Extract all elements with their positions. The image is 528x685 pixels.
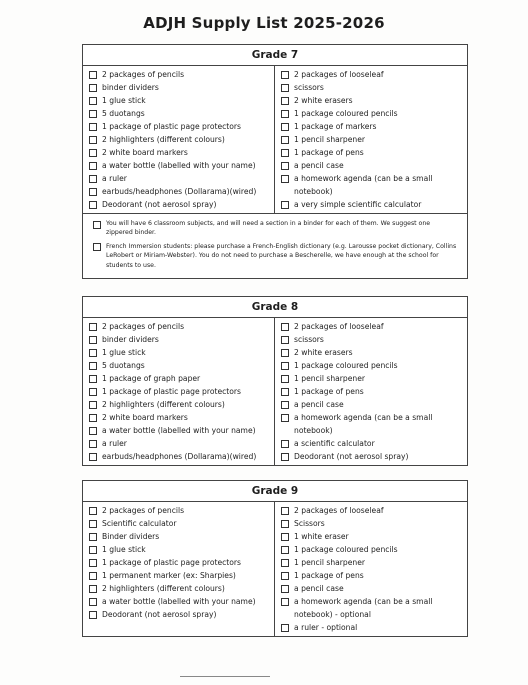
supply-item — [281, 372, 463, 385]
supply-item — [89, 543, 270, 556]
supply-item-label: a very simple scientific calculator — [294, 200, 422, 209]
checkbox-icon[interactable] — [89, 401, 97, 409]
checkbox-icon[interactable] — [281, 440, 289, 448]
supply-item-label: 1 pencil sharpener — [294, 558, 366, 567]
grade-7-section — [82, 44, 468, 279]
supply-item — [281, 94, 463, 107]
supply-item-label: 1 package of graph paper — [102, 374, 201, 383]
checkbox-icon[interactable] — [93, 243, 101, 251]
checkbox-icon[interactable] — [281, 362, 289, 370]
supply-item-label: a water bottle (labelled with your name) — [102, 426, 256, 435]
checkbox-icon[interactable] — [281, 336, 289, 344]
checkbox-icon[interactable] — [89, 520, 97, 528]
supply-item — [281, 159, 463, 172]
supply-item — [89, 68, 270, 81]
supply-item-label: a pencil case — [294, 584, 344, 593]
checkbox-icon[interactable] — [89, 453, 97, 461]
supply-item-label: 1 glue stick — [102, 545, 146, 554]
supply-item-label: 1 package coloured pencils — [294, 545, 398, 554]
supply-item — [281, 530, 463, 543]
supply-item-label: 2 packages of looseleaf — [294, 322, 384, 331]
supply-item-label: 1 package of plastic page protectors — [102, 387, 241, 396]
checkbox-icon[interactable] — [281, 388, 289, 396]
checkbox-icon[interactable] — [281, 375, 289, 383]
supply-item-label: 1 white eraser — [294, 532, 349, 541]
supply-item-label: 2 white erasers — [294, 348, 353, 357]
note-text: French Immersion students: please purchase a French-English dictionary (e.g. Larousse pocket dictionary, Collins LeRobert or Miriam-Webster). You do not need to purchase a Bescherelle, we have enough at the school for students to use. — [106, 242, 457, 269]
supply-item-label: a pencil case — [294, 400, 344, 409]
supply-item — [281, 621, 463, 634]
supply-item — [89, 320, 270, 333]
grade-9-section — [82, 480, 468, 637]
supply-item-label: a water bottle (labelled with your name) — [102, 597, 256, 606]
supply-item-label: 2 packages of pencils — [102, 70, 185, 79]
supply-item — [89, 81, 270, 94]
grade-8-left-list — [83, 318, 275, 465]
supply-item — [89, 107, 270, 120]
supply-item-label: earbuds/headphones (Dollarama)(wired) — [102, 187, 257, 196]
checkbox-icon[interactable] — [281, 414, 289, 422]
supply-item-label: 5 duotangs — [102, 361, 145, 370]
grade-9-heading: Grade 9 — [83, 481, 467, 502]
supply-item — [89, 450, 270, 463]
supply-item-label: 1 package coloured pencils — [294, 109, 398, 118]
supply-item-label: a water bottle (labelled with your name) — [102, 161, 256, 170]
supply-item — [89, 582, 270, 595]
checkbox-icon[interactable] — [89, 388, 97, 396]
supply-item-label: 5 duotangs — [102, 109, 145, 118]
supply-item-label: 2 white board markers — [102, 413, 188, 422]
grade-8-right-list — [275, 318, 467, 465]
supply-item-label: 1 glue stick — [102, 348, 146, 357]
checkbox-icon[interactable] — [281, 136, 289, 144]
note-item — [93, 242, 457, 270]
supply-item — [89, 517, 270, 530]
checkbox-icon[interactable] — [281, 201, 289, 209]
checkbox-icon[interactable] — [89, 123, 97, 131]
grade-7-heading: Grade 7 — [83, 45, 467, 66]
supply-item-label: 1 package of pens — [294, 148, 364, 157]
supply-item-label: a pencil case — [294, 161, 344, 170]
checkbox-icon[interactable] — [281, 123, 289, 131]
checkbox-icon[interactable] — [89, 598, 97, 606]
checkbox-icon[interactable] — [89, 323, 97, 331]
supply-item — [89, 346, 270, 359]
supply-item-label: a ruler — [102, 439, 127, 448]
checkbox-icon[interactable] — [281, 520, 289, 528]
checkbox-icon[interactable] — [89, 84, 97, 92]
supply-item-label: 1 package of plastic page protectors — [102, 122, 241, 131]
supply-item — [281, 346, 463, 359]
supply-item-label: 2 white erasers — [294, 96, 353, 105]
supply-item — [89, 424, 270, 437]
note-item — [93, 219, 457, 238]
supply-item-label: a ruler - optional — [294, 623, 358, 632]
supply-item-label: 2 packages of pencils — [102, 506, 185, 515]
supply-item — [89, 146, 270, 159]
checkbox-icon[interactable] — [281, 349, 289, 357]
supply-item — [89, 159, 270, 172]
supply-item-label: 1 package of plastic page protectors — [102, 558, 241, 567]
grade-7-notes — [83, 214, 467, 278]
supply-item-label: a scientific calculator — [294, 439, 375, 448]
page-title: ADJH Supply List 2025-2026 — [143, 14, 385, 32]
supply-item — [89, 608, 270, 621]
checkbox-icon[interactable] — [281, 559, 289, 567]
checkbox-icon[interactable] — [281, 84, 289, 92]
checkbox-icon[interactable] — [89, 188, 97, 196]
supply-item — [89, 333, 270, 346]
supply-item-label: 2 highlighters (different colours) — [102, 400, 225, 409]
supply-item — [281, 146, 463, 159]
supply-item-label: 2 packages of looseleaf — [294, 506, 384, 515]
checkbox-icon[interactable] — [89, 611, 97, 619]
supply-item-label: 1 pencil sharpener — [294, 374, 366, 383]
supply-item — [89, 437, 270, 450]
checkbox-icon[interactable] — [281, 624, 289, 632]
supply-item-label: a homework agenda (can be a small notebook) — [294, 174, 433, 196]
checkbox-icon[interactable] — [89, 175, 97, 183]
checkbox-icon[interactable] — [89, 336, 97, 344]
supply-item — [281, 320, 463, 333]
supply-item-label: 1 package of pens — [294, 387, 364, 396]
supply-item-label: 1 glue stick — [102, 96, 146, 105]
grade-8-heading: Grade 8 — [83, 297, 467, 318]
supply-item — [281, 450, 463, 463]
supply-item — [281, 81, 463, 94]
supply-item-label: Deodorant (not aerosol spray) — [294, 452, 409, 461]
checkbox-icon[interactable] — [281, 401, 289, 409]
supply-item-label: 1 pencil sharpener — [294, 135, 366, 144]
supply-item-label: 2 highlighters (different colours) — [102, 584, 225, 593]
supply-item — [281, 107, 463, 120]
supply-item — [89, 372, 270, 385]
supply-item — [281, 582, 463, 595]
checkbox-icon[interactable] — [89, 97, 97, 105]
supply-item — [89, 595, 270, 608]
checkbox-icon[interactable] — [281, 71, 289, 79]
checkbox-icon[interactable] — [281, 110, 289, 118]
supply-item-label: Scissors — [294, 519, 325, 528]
checkbox-icon[interactable] — [89, 110, 97, 118]
checkbox-icon[interactable] — [89, 533, 97, 541]
supply-item-label: Scientific calculator — [102, 519, 177, 528]
supply-item — [281, 333, 463, 346]
supply-item — [281, 569, 463, 582]
supply-item — [281, 385, 463, 398]
checkbox-icon[interactable] — [89, 559, 97, 567]
supply-item — [281, 437, 463, 450]
supply-item — [281, 543, 463, 556]
checkbox-icon[interactable] — [89, 585, 97, 593]
supply-item — [89, 556, 270, 569]
grade-7-right-list — [275, 66, 467, 213]
supply-item-label: Deodorant (not aerosol spray) — [102, 200, 217, 209]
checkbox-icon[interactable] — [89, 427, 97, 435]
grade-9-left-list — [83, 502, 275, 636]
supply-item — [89, 172, 270, 185]
supply-item-label: Deodorant (not aerosol spray) — [102, 610, 217, 619]
supply-item — [281, 120, 463, 133]
supply-item-label: binder dividers — [102, 335, 159, 344]
grade-9-right-list — [275, 502, 467, 636]
supply-item — [281, 359, 463, 372]
supply-item-label: 1 package of markers — [294, 122, 377, 131]
supply-item — [89, 133, 270, 146]
supply-item — [281, 133, 463, 146]
supply-item — [89, 94, 270, 107]
supply-item — [89, 198, 270, 211]
supply-item — [281, 504, 463, 517]
checkbox-icon[interactable] — [89, 71, 97, 79]
grade-8-section — [82, 296, 468, 466]
checkbox-icon[interactable] — [281, 585, 289, 593]
supply-item — [281, 198, 463, 211]
checkbox-icon[interactable] — [281, 533, 289, 541]
supply-item-label: scissors — [294, 83, 324, 92]
supply-item-label: earbuds/headphones (Dollarama)(wired) — [102, 452, 257, 461]
supply-item — [89, 359, 270, 372]
checkbox-icon[interactable] — [89, 375, 97, 383]
supply-item-label: 1 permanent marker (ex: Sharpies) — [102, 571, 236, 580]
supply-item-label: Binder dividers — [102, 532, 160, 541]
grade-7-left-list — [83, 66, 275, 213]
supply-item — [281, 556, 463, 569]
checkbox-icon[interactable] — [89, 362, 97, 370]
checkbox-icon[interactable] — [281, 162, 289, 170]
supply-item-label: 2 packages of pencils — [102, 322, 185, 331]
checkbox-icon[interactable] — [89, 440, 97, 448]
checkbox-icon[interactable] — [281, 175, 289, 183]
note-text: You will have 6 classroom subjects, and will need a section in a binder for each of them. We suggest one zippered binder. — [106, 220, 431, 237]
checkbox-icon[interactable] — [93, 221, 101, 229]
checkbox-icon[interactable] — [281, 149, 289, 157]
supply-item — [89, 398, 270, 411]
supply-item-label: a ruler — [102, 174, 127, 183]
supply-item — [281, 595, 463, 621]
checkbox-icon[interactable] — [281, 323, 289, 331]
supply-item — [89, 185, 270, 198]
checkbox-icon[interactable] — [281, 572, 289, 580]
supply-item — [89, 120, 270, 133]
supply-item-label: 1 package coloured pencils — [294, 361, 398, 370]
checkbox-icon[interactable] — [281, 507, 289, 515]
supply-item-label: 2 white board markers — [102, 148, 188, 157]
supply-item — [89, 411, 270, 424]
checkbox-icon[interactable] — [89, 414, 97, 422]
supply-item — [89, 569, 270, 582]
checkbox-icon[interactable] — [89, 507, 97, 515]
checkbox-icon[interactable] — [281, 453, 289, 461]
supply-item-label: binder dividers — [102, 83, 159, 92]
supply-item-label: scissors — [294, 335, 324, 344]
supply-item — [281, 411, 463, 437]
checkbox-icon[interactable] — [281, 598, 289, 606]
supply-item — [89, 385, 270, 398]
checkbox-icon[interactable] — [89, 349, 97, 357]
checkbox-icon[interactable] — [89, 201, 97, 209]
supply-item — [281, 68, 463, 81]
supply-item — [281, 398, 463, 411]
checkbox-icon[interactable] — [89, 136, 97, 144]
supply-item — [281, 172, 463, 198]
supply-item-label: a homework agenda (can be a small notebook) — [294, 413, 433, 435]
checkbox-icon[interactable] — [89, 572, 97, 580]
supply-item — [89, 504, 270, 517]
supply-item-label: a homework agenda (can be a small notebook) - optional — [294, 597, 433, 619]
checkbox-icon[interactable] — [281, 546, 289, 554]
supply-item-label: 1 package of pens — [294, 571, 364, 580]
supply-item — [281, 517, 463, 530]
checkbox-icon[interactable] — [89, 149, 97, 157]
checkbox-icon[interactable] — [281, 97, 289, 105]
supply-item-label: 2 packages of looseleaf — [294, 70, 384, 79]
checkbox-icon[interactable] — [89, 162, 97, 170]
footer-rule — [180, 676, 270, 677]
checkbox-icon[interactable] — [89, 546, 97, 554]
supply-item — [89, 530, 270, 543]
supply-item-label: 2 highlighters (different colours) — [102, 135, 225, 144]
